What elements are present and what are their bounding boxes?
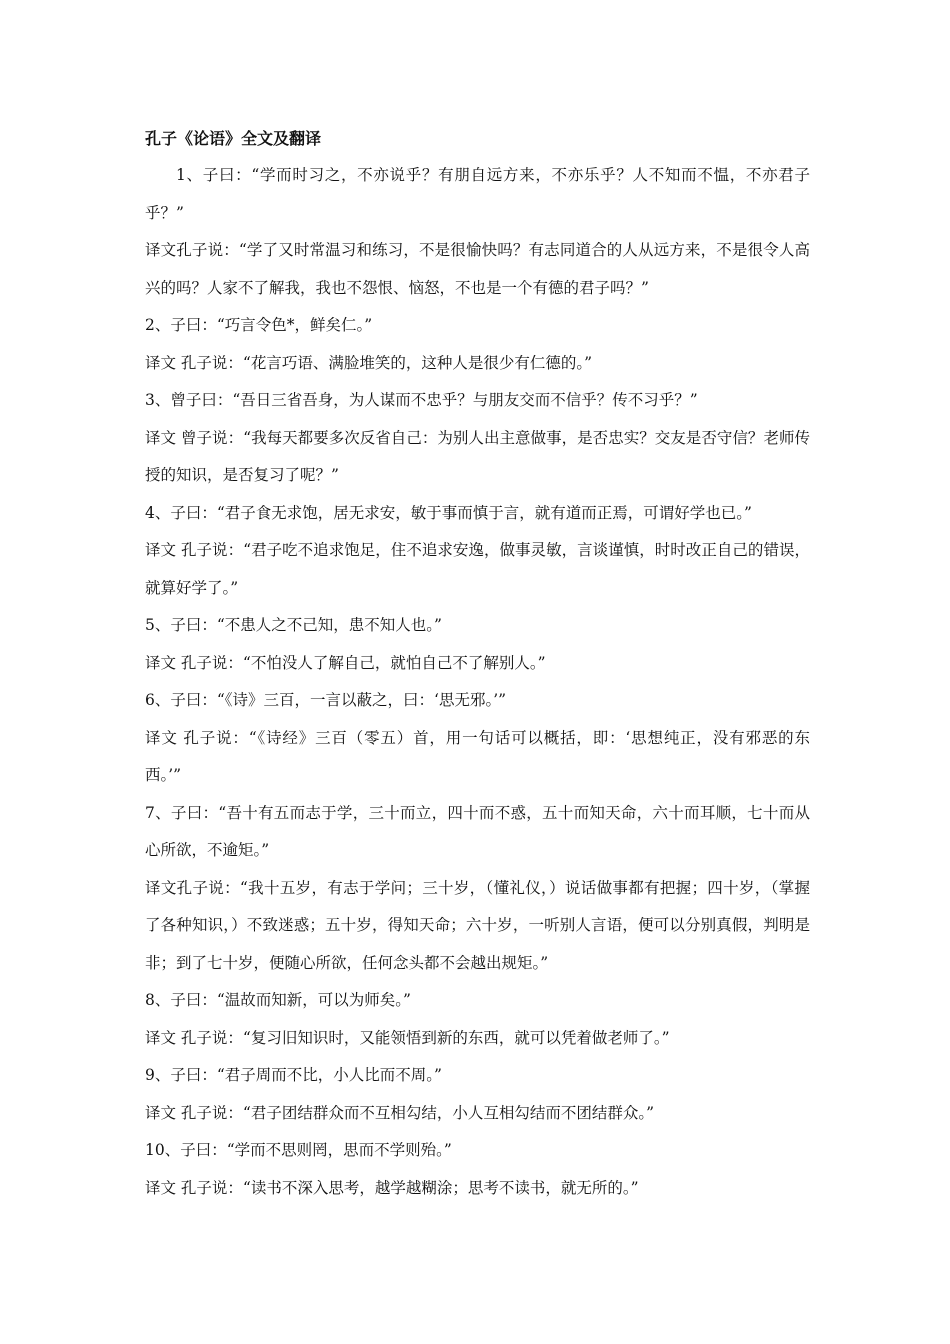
paragraph-14: 译文孔子说：“我十五岁，有志于学问；三十岁，（懂礼仪，）说话做事都有把握；四十岁，（掌握了各种知识，）不致迷惑；五十岁，得知天命；六十岁，一听别人言语，便可以分别真假，判明是非；到了七十岁，便随心所欲，任何念头都不会越出规矩。”: [145, 878, 810, 972]
paragraph-15: 8、子曰：“温故而知新，可以为师矣。”: [145, 991, 411, 1009]
paragraph-1: 1、子曰：“学而时习之，不亦说乎？有朋自远方来，不亦乐乎？人不知而不愠，不亦君子乎？”: [145, 166, 810, 222]
paragraph-13: 7、子曰：“吾十有五而志于学，三十而立，四十而不惑，五十而知天命，六十而耳顺，七十而从心所欲，不逾矩。”: [145, 803, 810, 859]
paragraph-19: 10、子曰：“学而不思则罔，思而不学则殆。”: [145, 1141, 452, 1159]
document-title: 孔子《论语》全文及翻译: [145, 129, 322, 148]
paragraph-16: 译文 孔子说：“复习旧知识时，又能领悟到新的东西，就可以凭着做老师了。”: [145, 1028, 670, 1047]
paragraph-11: 6、子曰：“《诗》三百，一言以蔽之，曰：‘思无邪。’”: [145, 691, 507, 709]
paragraph-5: 3、曾子曰：“吾日三省吾身，为人谋而不忠乎？与朋友交而不信乎？传不习乎？”: [145, 391, 698, 409]
document-page: [145, 120, 810, 1207]
paragraph-17: 9、子曰：“君子周而不比，小人比而不周。”: [145, 1066, 442, 1084]
paragraph-12: 译文 孔子说：“《诗经》三百（零五）首，用一句话可以概括，即：‘思想纯正，没有邪恶的东西。’”: [145, 728, 810, 784]
paragraph-7: 4、子曰：“君子食无求饱，居无求安，敏于事而慎于言，就有道而正焉，可谓好学也已。”: [145, 503, 752, 522]
paragraph-20: 译文 孔子说：“读书不深入思考，越学越糊涂；思考不读书，就无所的。”: [145, 1178, 639, 1197]
paragraph-8: 译文 孔子说：“君子吃不追求饱足，住不追求安逸，做事灵敏，言谈谨慎，时时改正自己的错误，就算好学了。”: [145, 541, 810, 597]
paragraph-3: 2、子曰：“巧言令色*，鲜矣仁。”: [145, 316, 373, 334]
paragraph-9: 5、子曰：“不患人之不己知，患不知人也。”: [145, 616, 442, 634]
paragraph-4: 译文 孔子说：“花言巧语、满脸堆笑的，这种人是很少有仁德的。”: [145, 353, 593, 372]
paragraph-6: 译文 曾子说：“我每天都要多次反省自己：为别人出主意做事，是否忠实？交友是否守信？老师传授的知识，是否复习了呢？”: [145, 428, 810, 484]
paragraph-10: 译文 孔子说：“不怕没人了解自己，就怕自己不了解别人。”: [145, 653, 546, 672]
paragraph-18: 译文 孔子说：“君子团结群众而不互相勾结，小人互相勾结而不团结群众。”: [145, 1103, 655, 1122]
paragraph-2: 译文孔子说：“学了又时常温习和练习，不是很愉快吗？有志同道合的人从远方来，不是很令人高兴的吗？人家不了解我，我也不怨恨、恼怒，不也是一个有德的君子吗？”: [145, 241, 810, 297]
